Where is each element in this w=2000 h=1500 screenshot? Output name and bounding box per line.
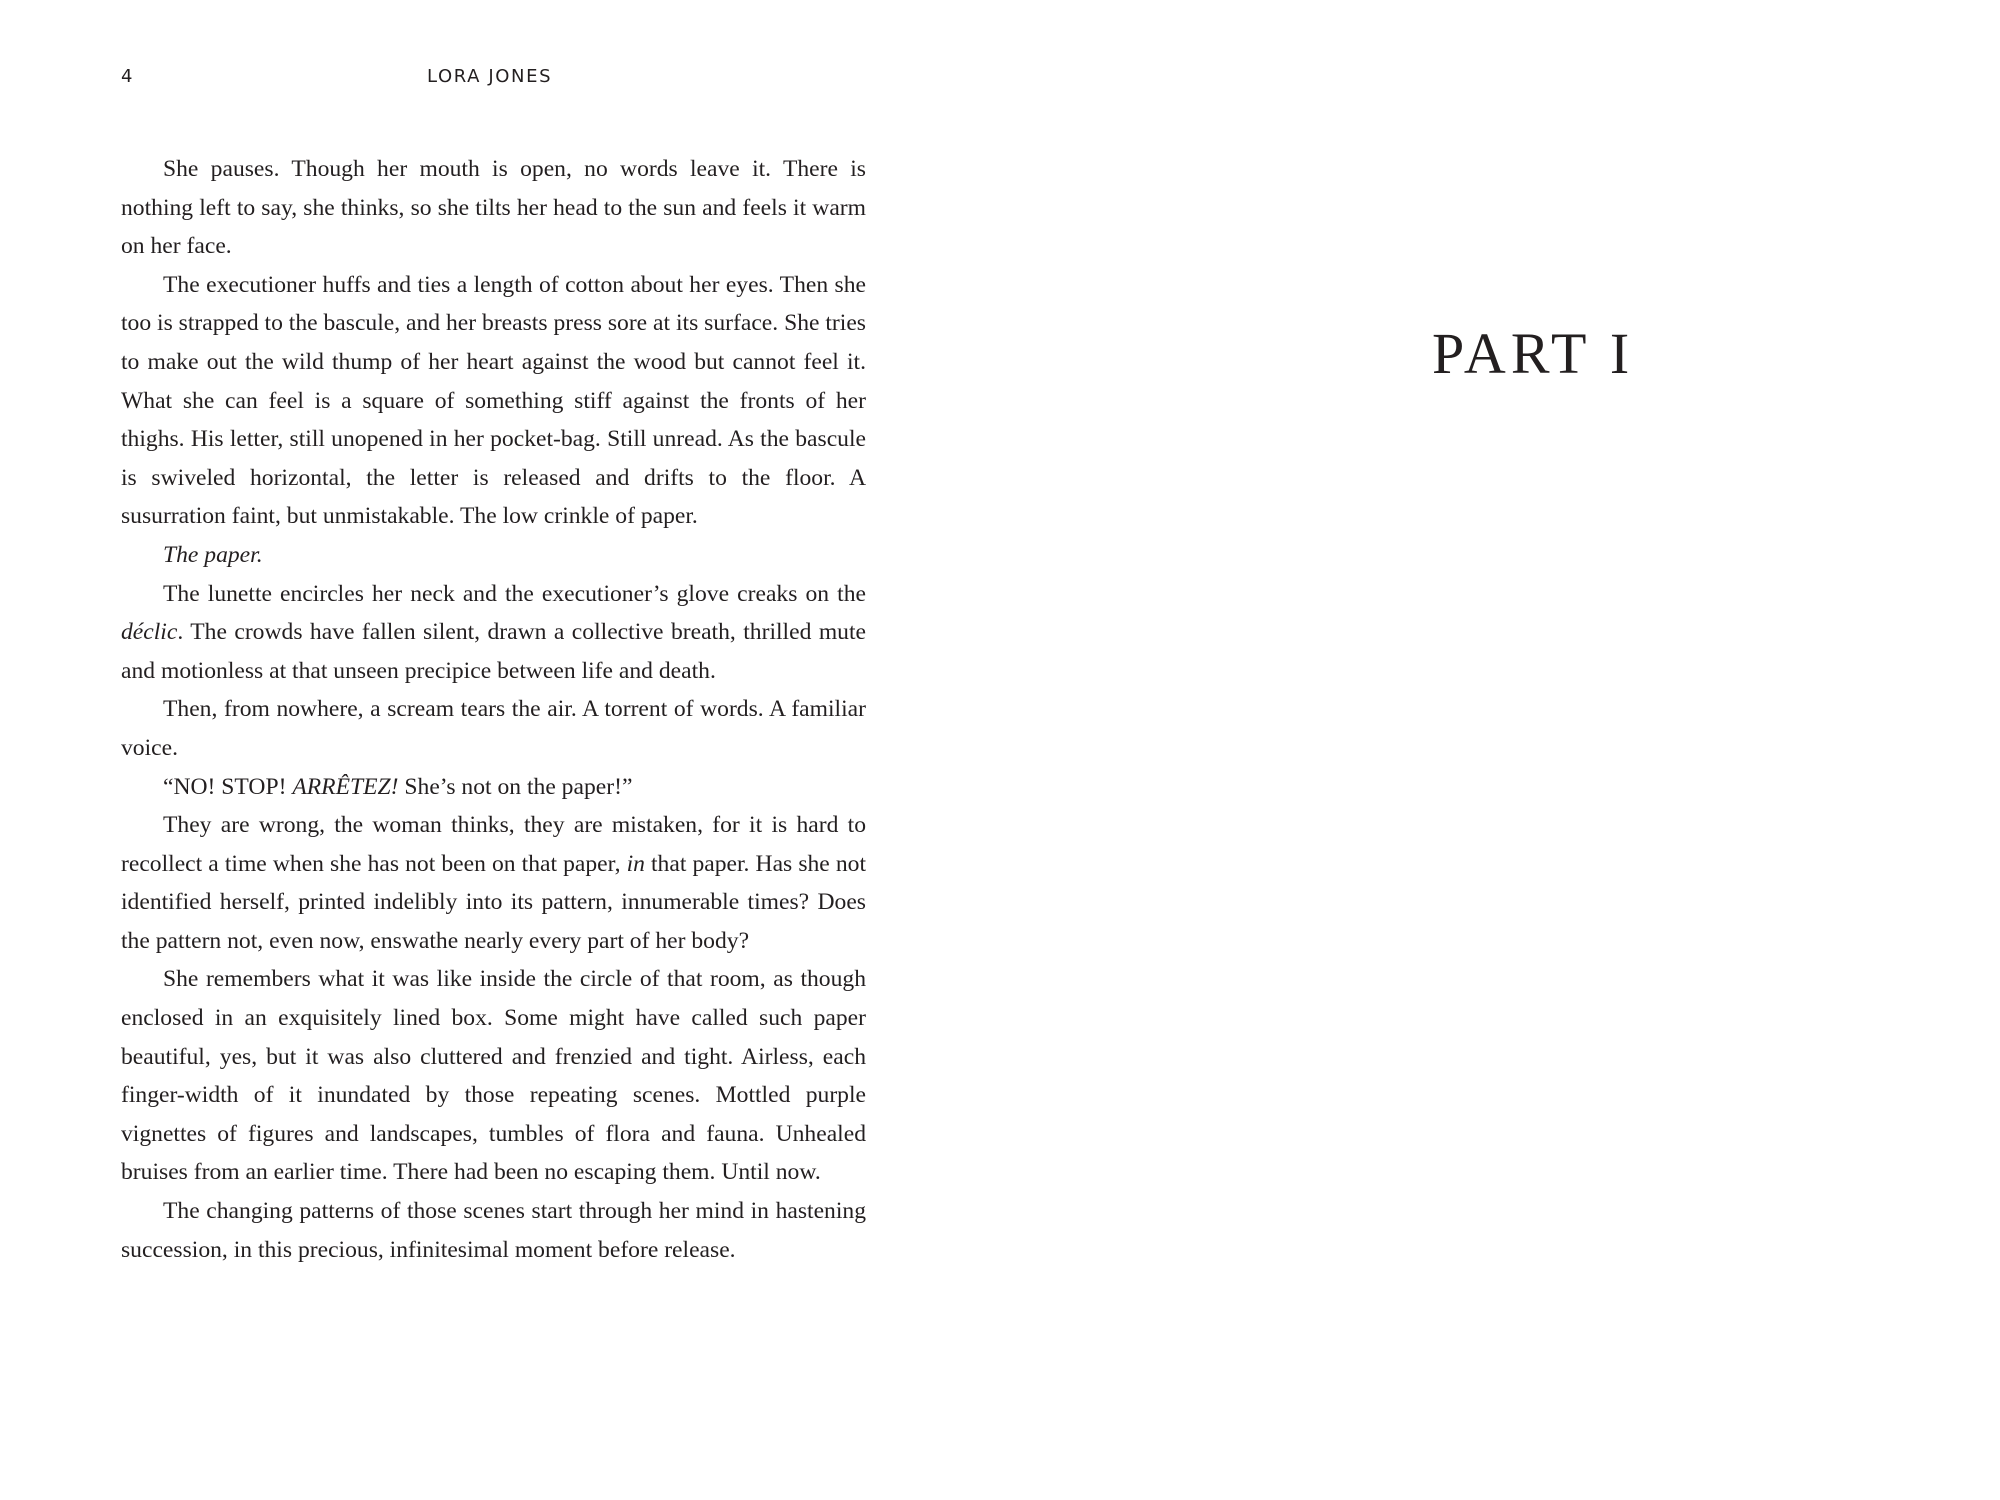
right-page bbox=[1000, 0, 2000, 1500]
paragraph bbox=[121, 575, 866, 691]
paragraph bbox=[121, 266, 866, 536]
body-text bbox=[121, 150, 866, 1269]
text-run: She’s not on the paper!” bbox=[398, 773, 633, 800]
page-number: 4 bbox=[121, 66, 134, 87]
running-head bbox=[121, 66, 866, 90]
text-run: The lunette encircles her neck and the executioner’s glove creaks on the bbox=[163, 580, 866, 607]
text-run: The executioner huffs and ties a length of cotton about her eyes. Then she too is strapped to the bascule, and her breasts press sore at its surface. She tries to make out the wild thump of her heart against the wood but cannot feel it. What she can feel is a square of something stiff against the fronts of her thighs. His letter, still unopened in her pocket-bag. Still unread. As the bascule is swiveled horizontal, the letter is released and drifts to the floor. A susurration faint, but unmistakable. The low crinkle of paper. bbox=[121, 271, 866, 530]
text-run: Then, from nowhere, a scream tears the air. A torrent of words. A familiar voice. bbox=[121, 696, 866, 761]
italic-text: The paper. bbox=[163, 541, 263, 568]
paragraph bbox=[121, 768, 866, 807]
paragraph bbox=[121, 150, 866, 266]
part-title: PART I bbox=[1432, 321, 1635, 386]
italic-text: in bbox=[626, 850, 645, 877]
paragraph bbox=[121, 806, 866, 960]
text-run: She remembers what it was like inside the circle of that room, as though enclosed in an exquisitely lined box. Some might have called such paper beautiful, yes, but it was also cluttered and frenzied and tight. Airless, each finger-width of it inundated by those repeating scenes. Mottled purple vignettes of figures and landscapes, tumbles of flora and fauna. Unhealed bruises from an earlier time. There had been no escaping them. Until now. bbox=[121, 966, 866, 1186]
text-run: that paper. Has she not identified herself, printed indelibly into its pattern, innumerable times? Does the pattern not, even now, enswathe nearly every part of her body? bbox=[121, 850, 867, 954]
paragraph bbox=[121, 536, 866, 575]
paragraph bbox=[121, 690, 866, 767]
italic-text: ARRÊTEZ! bbox=[292, 773, 399, 800]
italic-text: déclic bbox=[121, 619, 178, 646]
text-run: They are wrong, the woman thinks, they are mistaken, for it is hard to recollect a time when she has not been on that paper, bbox=[121, 812, 866, 877]
text-run: “NO! STOP! bbox=[163, 773, 293, 800]
text-run: The changing patterns of those scenes start through her mind in hastening succession, in this precious, infinitesimal moment before release. bbox=[121, 1198, 866, 1263]
text-run: She pauses. Though her mouth is open, no words leave it. There is nothing left to say, she thinks, so she tilts her head to the sun and feels it warm on her face. bbox=[121, 156, 866, 260]
text-run: . The crowds have fallen silent, drawn a collective breath, thrilled mute and motionless at that unseen precipice between life and death. bbox=[121, 619, 866, 684]
paragraph bbox=[121, 960, 866, 1192]
running-head-author: LORA JONES bbox=[427, 66, 553, 87]
paragraph bbox=[121, 1192, 866, 1269]
